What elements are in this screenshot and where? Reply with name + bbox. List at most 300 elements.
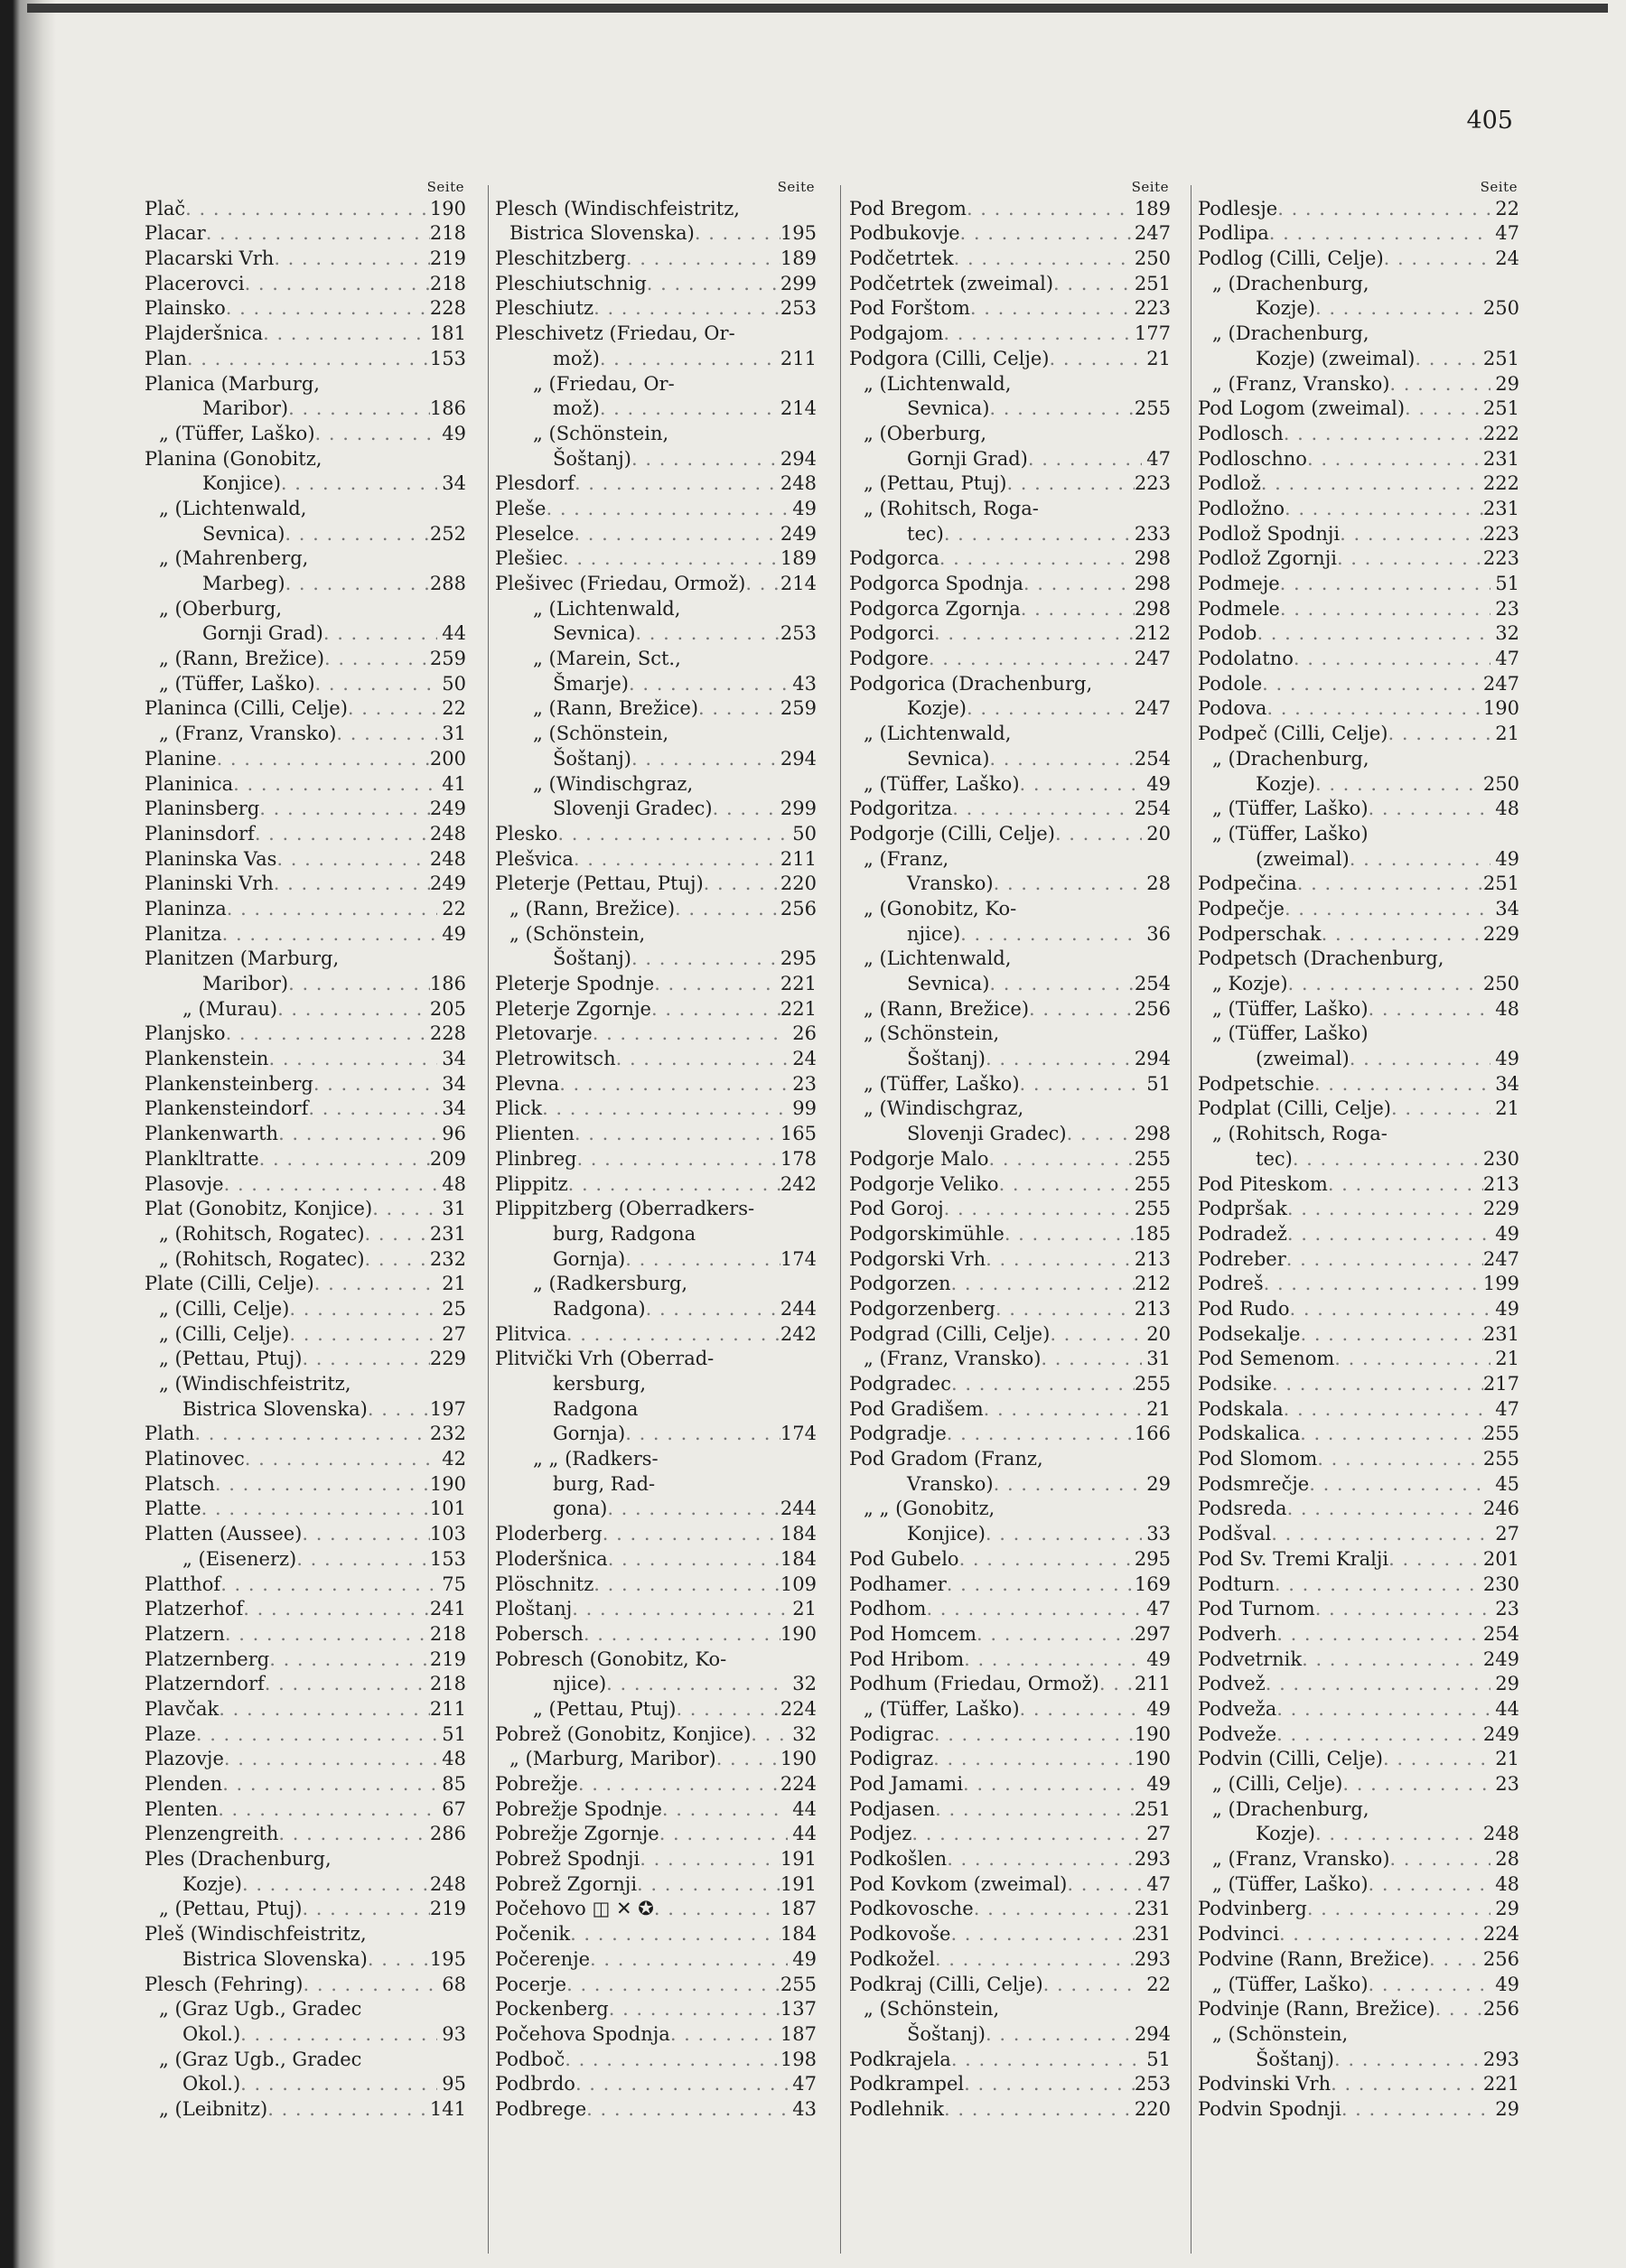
dot-leader bbox=[1053, 272, 1135, 296]
entry-name: „ (Lichtenwald, bbox=[159, 497, 307, 519]
dot-leader bbox=[1389, 372, 1490, 397]
index-entry bbox=[849, 1946, 1173, 1972]
entry-name: Plesch (Windischfeistritz, bbox=[495, 197, 740, 219]
dot-leader bbox=[566, 1973, 780, 1997]
entry-page-number: 153 bbox=[429, 347, 466, 369]
index-entry bbox=[849, 1197, 1173, 1222]
entry-name: Gornji Grad) bbox=[907, 447, 1028, 470]
index-entry bbox=[495, 2096, 818, 2122]
entry-page-number: 247 bbox=[1482, 672, 1519, 695]
index-entry bbox=[145, 2021, 468, 2047]
entry-name: Podvin (Cilli, Celje) bbox=[1198, 1748, 1383, 1770]
index-entry bbox=[849, 1396, 1173, 1422]
entry-name: „ (Franz, bbox=[864, 847, 949, 870]
dot-leader bbox=[220, 1573, 437, 1597]
entry-name: „ (Rohitsch, Roga- bbox=[1212, 1123, 1388, 1145]
index-entry bbox=[849, 1171, 1173, 1197]
entry-name: Radgona bbox=[553, 1397, 639, 1420]
seite-header: Seite bbox=[1480, 179, 1518, 195]
entry-name: Podgorzenberg bbox=[849, 1297, 995, 1320]
dot-leader bbox=[222, 922, 437, 947]
entry-page-number: 48 bbox=[1495, 997, 1519, 1020]
entry-page-number: 49 bbox=[442, 422, 466, 444]
entry-page-number: 219 bbox=[429, 1898, 466, 1920]
entry-name: Sevnica) bbox=[907, 397, 990, 420]
entry-name: Podgradec bbox=[849, 1373, 951, 1395]
entry-name: Planina (Gonobitz, bbox=[145, 447, 322, 470]
dot-leader bbox=[1328, 1172, 1483, 1197]
dot-leader bbox=[986, 1047, 1135, 1071]
index-entry bbox=[495, 1171, 818, 1197]
entry-page-number: 49 bbox=[792, 1947, 817, 1970]
dot-leader bbox=[999, 1172, 1135, 1197]
entry-page-number: 32 bbox=[1495, 622, 1519, 645]
entry-page-number: 21 bbox=[1495, 1348, 1519, 1370]
dot-leader bbox=[1029, 997, 1135, 1022]
dot-leader bbox=[365, 1222, 430, 1246]
entry-page-number: 26 bbox=[792, 1022, 817, 1045]
entry-name: tec) bbox=[1256, 1147, 1293, 1170]
dot-leader bbox=[704, 872, 780, 896]
dot-leader bbox=[568, 1172, 780, 1197]
index-entry bbox=[495, 2072, 818, 2097]
entry-name: „ (Lichtenwald, bbox=[864, 372, 1012, 395]
entry-name: Podskala bbox=[1198, 1397, 1284, 1420]
index-entry bbox=[145, 621, 468, 647]
index-entry bbox=[1198, 621, 1521, 647]
entry-name: Počenik bbox=[495, 1923, 571, 1946]
index-entry bbox=[495, 821, 818, 846]
index-entry bbox=[1198, 947, 1521, 972]
entry-name: Podboč bbox=[495, 2048, 565, 2070]
index-entry bbox=[1198, 1046, 1521, 1071]
entry-page-number: 223 bbox=[1482, 547, 1519, 570]
index-entry bbox=[849, 696, 1173, 722]
entry-page-number: 221 bbox=[780, 973, 817, 994]
index-entry bbox=[145, 1221, 468, 1246]
entry-page-number: 191 bbox=[780, 1872, 817, 1895]
index-entry bbox=[495, 1597, 818, 1622]
entry-page-number: 33 bbox=[1146, 1523, 1171, 1545]
entry-page-number: 231 bbox=[1482, 497, 1519, 519]
index-entry bbox=[145, 1396, 468, 1422]
entry-name: Podbrdo bbox=[495, 2073, 575, 2095]
entry-page-number: 36 bbox=[1146, 922, 1171, 945]
seite-header: Seite bbox=[426, 179, 464, 195]
index-entry bbox=[849, 896, 1173, 921]
entry-page-number: 248 bbox=[429, 847, 466, 870]
entry-name: Podčetrtek bbox=[849, 247, 954, 270]
dot-leader bbox=[1020, 1072, 1142, 1097]
entry-name: Podhamer bbox=[849, 1573, 947, 1595]
entry-name: Podvež bbox=[1198, 1673, 1266, 1695]
entry-page-number: 103 bbox=[429, 1523, 466, 1545]
index-entry bbox=[1198, 996, 1521, 1022]
index-entry bbox=[1198, 397, 1521, 422]
entry-name: „ (Marein, Sct., bbox=[533, 648, 681, 670]
index-entry bbox=[1198, 496, 1521, 521]
entry-name: Šoštanj) bbox=[907, 1048, 986, 1070]
page-number: 405 bbox=[1466, 107, 1513, 135]
dot-leader bbox=[365, 1247, 430, 1272]
index-entry bbox=[849, 1446, 1173, 1471]
entry-page-number: 242 bbox=[780, 1322, 817, 1345]
entry-name: Podpetschie bbox=[1198, 1072, 1314, 1095]
entry-page-number: 231 bbox=[1482, 1322, 1519, 1345]
index-entry bbox=[1198, 1171, 1521, 1197]
entry-name: Ploštanj bbox=[495, 1598, 573, 1620]
index-entry bbox=[145, 671, 468, 696]
entry-name: Plaze bbox=[145, 1722, 196, 1745]
index-entry bbox=[849, 1296, 1173, 1321]
entry-name: Placar bbox=[145, 222, 206, 245]
entry-name: Pleterje (Pettau, Ptuj) bbox=[495, 873, 704, 895]
index-entry bbox=[849, 797, 1173, 822]
entry-page-number: 253 bbox=[780, 622, 817, 645]
index-entry bbox=[145, 1747, 468, 1772]
entry-page-number: 34 bbox=[1495, 897, 1519, 919]
dot-leader bbox=[245, 272, 430, 296]
entry-page-number: 214 bbox=[780, 397, 817, 420]
entry-name: Pobrežje Spodnje bbox=[495, 1797, 662, 1820]
index-entry bbox=[495, 421, 818, 446]
index-entry bbox=[145, 721, 468, 746]
dot-leader bbox=[647, 272, 780, 296]
index-entry bbox=[145, 1871, 468, 1897]
entry-page-number: 255 bbox=[780, 1973, 817, 1995]
entry-name: Plevna bbox=[495, 1072, 560, 1095]
entry-page-number: 247 bbox=[1134, 222, 1171, 245]
index-entry bbox=[1198, 1097, 1521, 1122]
entry-name: Podlosch bbox=[1198, 422, 1284, 444]
dot-leader bbox=[935, 1947, 1135, 1972]
dot-leader bbox=[1322, 922, 1483, 947]
index-entry bbox=[495, 1797, 818, 1822]
entry-page-number: 93 bbox=[442, 2022, 466, 2045]
index-entry bbox=[495, 1946, 818, 1972]
entry-page-number: 21 bbox=[792, 1598, 817, 1620]
dot-leader bbox=[219, 1697, 430, 1722]
index-entry bbox=[1198, 1921, 1521, 1946]
entry-name: „ (Pettau, Ptuj) bbox=[864, 472, 1007, 495]
index-entry bbox=[1198, 471, 1521, 497]
entry-page-number: 221 bbox=[780, 997, 817, 1020]
entry-name: Pleterje Spodnje bbox=[495, 973, 655, 994]
entry-page-number: 244 bbox=[780, 1297, 817, 1320]
entry-name: „ (Oberburg, bbox=[159, 597, 282, 620]
entry-page-number: 21 bbox=[442, 1273, 466, 1295]
dot-leader bbox=[586, 2097, 788, 2122]
index-entry bbox=[1198, 1371, 1521, 1396]
entry-page-number: 169 bbox=[1134, 1573, 1171, 1595]
index-entry bbox=[495, 1121, 818, 1146]
dot-leader bbox=[1287, 1497, 1483, 1521]
entry-name: Podgorci bbox=[849, 622, 934, 645]
index-entry bbox=[495, 321, 818, 346]
index-entry bbox=[1198, 2072, 1521, 2097]
entry-page-number: 195 bbox=[429, 1947, 466, 1970]
entry-name: Šoštanj) bbox=[553, 947, 631, 970]
entry-page-number: 21 bbox=[1495, 1748, 1519, 1770]
dot-leader bbox=[934, 1722, 1135, 1747]
entry-name: Podveže bbox=[1198, 1722, 1277, 1745]
index-entry bbox=[849, 771, 1173, 797]
entry-name: njice) bbox=[907, 922, 961, 945]
dot-leader bbox=[1383, 1747, 1490, 1771]
entry-name: Pleschivetz (Friedau, Or- bbox=[495, 322, 735, 345]
index-entry bbox=[145, 1921, 468, 1946]
entry-page-number: 190 bbox=[1134, 1722, 1171, 1745]
dot-leader bbox=[368, 1947, 430, 1972]
index-entry bbox=[849, 1647, 1173, 1672]
entry-name: „ (Cilli, Celje) bbox=[159, 1297, 290, 1320]
entry-page-number: 293 bbox=[1134, 1848, 1171, 1871]
entry-page-number: 68 bbox=[442, 1973, 466, 1995]
index-entry bbox=[1198, 1897, 1521, 1922]
entry-page-number: 248 bbox=[780, 472, 817, 495]
index-entry bbox=[849, 521, 1173, 546]
entry-name: Plenzengreith bbox=[145, 1823, 279, 1845]
dot-leader bbox=[609, 1997, 780, 2021]
dot-leader bbox=[324, 647, 430, 671]
entry-name: „ (Tüffer, Laško) bbox=[864, 1697, 1020, 1720]
dot-leader bbox=[1264, 1272, 1483, 1296]
entry-page-number: 256 bbox=[1134, 997, 1171, 1020]
index-entry bbox=[495, 1621, 818, 1647]
entry-page-number: 29 bbox=[1495, 2097, 1519, 2120]
entry-name: Pod Rudo bbox=[1198, 1297, 1290, 1320]
entry-page-number: 43 bbox=[792, 672, 817, 695]
entry-name: Platten (Aussee) bbox=[145, 1523, 303, 1545]
index-entry bbox=[849, 346, 1173, 371]
entry-page-number: 211 bbox=[780, 847, 817, 870]
entry-page-number: 251 bbox=[1482, 347, 1519, 369]
index-entry bbox=[145, 1771, 468, 1797]
dot-leader bbox=[289, 1322, 437, 1347]
index-entry bbox=[495, 346, 818, 371]
entry-page-number: 255 bbox=[1134, 1198, 1171, 1220]
dot-leader bbox=[1388, 1547, 1483, 1572]
index-entry bbox=[849, 496, 1173, 521]
entry-name: Planine bbox=[145, 747, 217, 770]
dot-leader bbox=[1435, 1997, 1483, 2021]
dot-leader bbox=[616, 1047, 788, 1071]
dot-leader bbox=[1297, 872, 1483, 896]
dot-leader bbox=[542, 1097, 788, 1121]
index-entry bbox=[849, 2047, 1173, 2072]
entry-page-number: 298 bbox=[1134, 547, 1171, 570]
entry-page-number: 218 bbox=[429, 222, 466, 245]
entry-name: „ (Marburg, Maribor) bbox=[509, 1748, 716, 1770]
entry-page-number: 256 bbox=[1482, 1947, 1519, 1970]
dot-leader bbox=[659, 1822, 788, 1846]
index-entry bbox=[849, 1347, 1173, 1372]
entry-page-number: 48 bbox=[1495, 1872, 1519, 1895]
entry-page-number: 255 bbox=[1482, 1423, 1519, 1445]
dot-leader bbox=[1269, 221, 1490, 246]
entry-page-number: 293 bbox=[1482, 2048, 1519, 2070]
entry-page-number: 241 bbox=[429, 1598, 466, 1620]
index-entry bbox=[495, 996, 818, 1022]
index-entry bbox=[1198, 1121, 1521, 1146]
index-entry bbox=[145, 2072, 468, 2097]
index-entry bbox=[145, 1246, 468, 1272]
entry-name: Gornja) bbox=[553, 1423, 626, 1445]
index-entry bbox=[1198, 1497, 1521, 1522]
entry-name: Podvetrnik bbox=[1198, 1647, 1303, 1670]
scan-top-border bbox=[27, 4, 1608, 13]
index-entry bbox=[495, 1471, 818, 1497]
dot-leader bbox=[217, 747, 430, 771]
index-entry bbox=[495, 621, 818, 647]
index-entry bbox=[1198, 1822, 1521, 1847]
index-entry bbox=[495, 1371, 818, 1396]
index-entry bbox=[849, 821, 1173, 846]
entry-page-number: 252 bbox=[429, 522, 466, 545]
entry-name: Podkraj (Cilli, Celje) bbox=[849, 1973, 1043, 1995]
index-entry bbox=[145, 921, 468, 947]
entry-name: Slovenji Gradec) bbox=[907, 1123, 1067, 1145]
index-entry bbox=[495, 1446, 818, 1471]
dot-leader bbox=[313, 1072, 437, 1097]
index-entry bbox=[495, 896, 818, 921]
index-entry bbox=[145, 872, 468, 897]
index-entry bbox=[145, 371, 468, 397]
entry-name: Ples (Drachenburg, bbox=[145, 1848, 332, 1871]
index-entry bbox=[145, 1071, 468, 1097]
index-entry bbox=[495, 921, 818, 947]
entry-page-number: 247 bbox=[1482, 1247, 1519, 1270]
entry-name: Planinsberg bbox=[145, 798, 260, 820]
dot-leader bbox=[1261, 471, 1483, 496]
index-entry bbox=[145, 947, 468, 972]
dot-leader bbox=[1315, 1822, 1483, 1846]
dot-leader bbox=[1293, 1147, 1483, 1171]
entry-name: Podolatno bbox=[1198, 648, 1294, 670]
entry-page-number: 295 bbox=[1134, 1547, 1171, 1570]
entry-page-number: 44 bbox=[1495, 1697, 1519, 1720]
dot-leader bbox=[1067, 1122, 1135, 1146]
index-entry bbox=[849, 371, 1173, 397]
entry-page-number: 22 bbox=[442, 897, 466, 919]
entry-name: Plath bbox=[145, 1423, 195, 1445]
entry-name: Plippitz bbox=[495, 1172, 568, 1195]
entry-page-number: 248 bbox=[1482, 1823, 1519, 1845]
entry-name: mož) bbox=[553, 397, 600, 420]
dot-leader bbox=[964, 2072, 1135, 2096]
index-entry bbox=[495, 1897, 818, 1922]
entry-name: Pod Sv. Tremi Kralji bbox=[1198, 1547, 1389, 1570]
entry-page-number: 218 bbox=[429, 1622, 466, 1645]
index-entry bbox=[495, 1422, 818, 1447]
dot-leader bbox=[933, 1747, 1135, 1771]
dot-leader bbox=[986, 1522, 1142, 1546]
entry-page-number: 184 bbox=[780, 1923, 817, 1946]
index-entry bbox=[1198, 1272, 1521, 1297]
entry-name: Podgradje bbox=[849, 1423, 947, 1445]
entry-page-number: 250 bbox=[1482, 973, 1519, 994]
dot-leader bbox=[187, 347, 430, 371]
entry-page-number: 49 bbox=[792, 497, 817, 519]
dot-leader bbox=[372, 1197, 437, 1221]
entry-page-number: 250 bbox=[1482, 772, 1519, 795]
entry-page-number: 249 bbox=[429, 798, 466, 820]
index-entry bbox=[1198, 1197, 1521, 1222]
entry-page-number: 34 bbox=[442, 1072, 466, 1095]
entry-page-number: 174 bbox=[780, 1423, 817, 1445]
entry-name: Plat (Gonobitz, Konjice) bbox=[145, 1198, 373, 1220]
entry-name: Podloschno bbox=[1198, 447, 1307, 470]
entry-name: Podkrampel bbox=[849, 2073, 965, 2095]
dot-leader bbox=[964, 1647, 1142, 1672]
index-entry bbox=[1198, 221, 1521, 247]
entry-page-number: 21 bbox=[1146, 347, 1171, 369]
index-entry bbox=[145, 496, 468, 521]
index-entry bbox=[849, 571, 1173, 596]
seite-header: Seite bbox=[1131, 179, 1169, 195]
entry-name: „ (Eisenerz) bbox=[182, 1547, 297, 1570]
entry-name: Okol.) bbox=[182, 2073, 241, 2095]
entry-page-number: 254 bbox=[1134, 973, 1171, 994]
seite-header: Seite bbox=[777, 179, 815, 195]
dot-leader bbox=[302, 1347, 429, 1371]
entry-name: „ (Cilli, Celje) bbox=[159, 1322, 290, 1345]
entry-name: Pod Bregom bbox=[849, 197, 967, 219]
entry-page-number: 184 bbox=[780, 1547, 817, 1570]
dot-leader bbox=[263, 322, 430, 346]
entry-page-number: 75 bbox=[442, 1573, 466, 1595]
entry-name: Plesko bbox=[495, 822, 558, 845]
entry-name: burg, Radgona bbox=[553, 1222, 696, 1245]
entry-name: „ (Lichtenwald, bbox=[533, 597, 681, 620]
dot-leader bbox=[348, 696, 437, 721]
entry-name: Podskalica bbox=[1198, 1423, 1301, 1445]
index-entry bbox=[495, 1497, 818, 1522]
entry-name: Podvin Spodnji bbox=[1198, 2097, 1341, 2120]
index-entry bbox=[849, 296, 1173, 322]
dot-leader bbox=[960, 922, 1142, 947]
index-entry bbox=[1198, 1747, 1521, 1772]
dot-leader bbox=[1023, 572, 1135, 596]
entry-name: Vransko) bbox=[907, 1472, 994, 1495]
index-entry bbox=[1198, 1446, 1521, 1471]
dot-leader bbox=[584, 1622, 780, 1647]
dot-leader bbox=[277, 997, 430, 1022]
index-entry bbox=[495, 271, 818, 296]
dot-leader bbox=[959, 1547, 1135, 1572]
index-entry bbox=[495, 446, 818, 471]
dot-leader bbox=[1276, 1622, 1483, 1647]
entry-name: Podkovoše bbox=[849, 1923, 951, 1946]
index-entry bbox=[145, 1321, 468, 1347]
entry-name: Pobrež (Gonobitz, Konjice) bbox=[495, 1722, 752, 1745]
dot-leader bbox=[574, 522, 780, 546]
entry-page-number: 294 bbox=[780, 747, 817, 770]
entry-name: Plankensteindorf bbox=[145, 1097, 309, 1120]
index-entry bbox=[1198, 872, 1521, 897]
index-entry bbox=[145, 1471, 468, 1497]
entry-page-number: 51 bbox=[442, 1722, 466, 1745]
dot-leader bbox=[600, 397, 780, 421]
index-entry bbox=[145, 1121, 468, 1146]
entry-name: Plate (Cilli, Celje) bbox=[145, 1273, 314, 1295]
index-entry bbox=[145, 1272, 468, 1297]
index-entry bbox=[849, 1471, 1173, 1497]
index-entry bbox=[1198, 846, 1521, 872]
index-entry bbox=[145, 846, 468, 872]
entry-page-number: 253 bbox=[1134, 2073, 1171, 2095]
dot-leader bbox=[631, 447, 780, 471]
